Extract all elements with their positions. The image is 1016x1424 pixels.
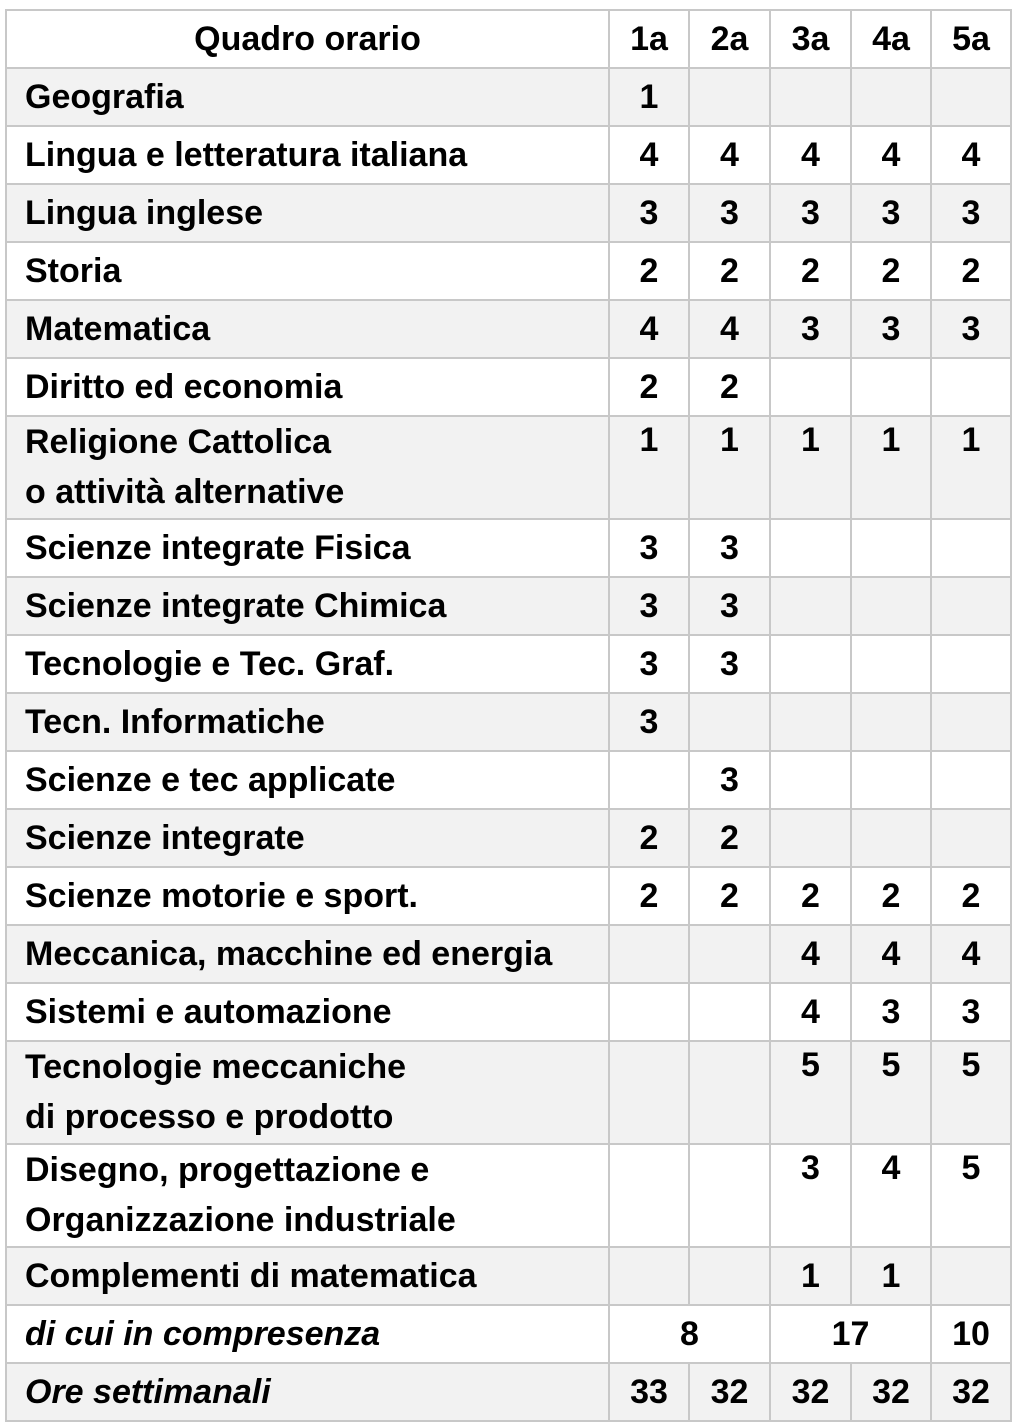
table-row xyxy=(6,358,1011,416)
hours-cell-year-3: 4 xyxy=(770,983,851,1041)
hours-cell-year-5: 4 xyxy=(931,126,1011,184)
hours-cell-year-4 xyxy=(851,577,931,635)
hours-cell-year-2: 2 xyxy=(689,358,770,416)
hours-cell-year-1: 2 xyxy=(609,867,689,925)
hours-cell-year-5: 4 xyxy=(931,925,1011,983)
table-row xyxy=(6,68,1011,126)
hours-cell-year-3 xyxy=(770,751,851,809)
hours-cell-year-5: 3 xyxy=(931,184,1011,242)
totale-hours-5: 32 xyxy=(931,1363,1011,1421)
subject-line: Sistemi e automazione xyxy=(25,993,392,1031)
hours-cell-year-4 xyxy=(851,68,931,126)
table-row xyxy=(6,184,1011,242)
subject-name xyxy=(6,416,609,519)
hours-cell-year-3: 4 xyxy=(770,126,851,184)
table-row xyxy=(6,1144,1011,1247)
hours-cell-year-1 xyxy=(609,1041,689,1144)
hours-cell-year-3: 1 xyxy=(770,416,851,519)
hours-cell-year-1: 4 xyxy=(609,300,689,358)
subject-name xyxy=(6,358,609,416)
hours-cell-year-3 xyxy=(770,519,851,577)
hours-cell-year-3: 3 xyxy=(770,300,851,358)
hours-cell-year-1 xyxy=(609,925,689,983)
table-row xyxy=(6,925,1011,983)
subject-name xyxy=(6,68,609,126)
table-row xyxy=(6,126,1011,184)
table-row xyxy=(6,751,1011,809)
subject-line: Geografia xyxy=(25,78,184,116)
subject-line: Meccanica, macchine ed energia xyxy=(25,935,553,973)
totale-label: Ore settimanali xyxy=(6,1363,609,1421)
table-row xyxy=(6,300,1011,358)
table-title: Quadro orario xyxy=(6,10,609,68)
subject-line: Religione Cattolica xyxy=(25,423,332,461)
table-row xyxy=(6,983,1011,1041)
table-row xyxy=(6,577,1011,635)
hours-cell-year-1 xyxy=(609,1144,689,1247)
hours-cell-year-5: 5 xyxy=(931,1144,1011,1247)
totale-hours-1: 33 xyxy=(609,1363,689,1421)
hours-cell-year-1: 3 xyxy=(609,519,689,577)
hours-cell-year-5 xyxy=(931,1247,1011,1305)
hours-cell-year-4 xyxy=(851,693,931,751)
hours-cell-year-5: 1 xyxy=(931,416,1011,519)
table-row xyxy=(6,519,1011,577)
hours-cell-year-4: 2 xyxy=(851,867,931,925)
table-row xyxy=(6,242,1011,300)
hours-cell-year-5 xyxy=(931,577,1011,635)
hours-cell-year-5: 5 xyxy=(931,1041,1011,1144)
timetable xyxy=(5,9,1012,1422)
hours-cell-year-2: 2 xyxy=(689,242,770,300)
hours-cell-year-3 xyxy=(770,358,851,416)
hours-cell-year-3: 3 xyxy=(770,184,851,242)
compresenza-label: di cui in compresenza xyxy=(6,1305,609,1363)
subject-line: o attività alternative xyxy=(25,473,345,511)
compresenza-row xyxy=(6,1305,1011,1363)
hours-cell-year-4: 1 xyxy=(851,416,931,519)
compresenza-secondo-biennio: 17 xyxy=(770,1305,931,1363)
hours-cell-year-3: 1 xyxy=(770,1247,851,1305)
subject-name xyxy=(6,519,609,577)
hours-cell-year-3 xyxy=(770,577,851,635)
hours-cell-year-2: 1 xyxy=(689,416,770,519)
subject-name xyxy=(6,809,609,867)
table-row xyxy=(6,867,1011,925)
hours-cell-year-2: 4 xyxy=(689,300,770,358)
subject-name xyxy=(6,983,609,1041)
subject-line: Tecn. Informatiche xyxy=(25,703,325,741)
subject-name xyxy=(6,1041,609,1144)
hours-cell-year-3 xyxy=(770,68,851,126)
hours-cell-year-2 xyxy=(689,68,770,126)
hours-cell-year-3: 3 xyxy=(770,1144,851,1247)
hours-cell-year-2 xyxy=(689,693,770,751)
subject-name xyxy=(6,867,609,925)
hours-cell-year-2: 3 xyxy=(689,519,770,577)
table-row xyxy=(6,809,1011,867)
hours-cell-year-4: 1 xyxy=(851,1247,931,1305)
subject-name xyxy=(6,1144,609,1247)
hours-cell-year-5 xyxy=(931,68,1011,126)
subject-name xyxy=(6,300,609,358)
subject-line: Scienze e tec applicate xyxy=(25,761,396,799)
subject-line: Lingua inglese xyxy=(25,194,264,232)
totale-row xyxy=(6,1363,1011,1421)
hours-cell-year-2: 3 xyxy=(689,751,770,809)
subject-line: Storia xyxy=(25,252,122,290)
year-header-4: 4a xyxy=(851,10,931,68)
hours-cell-year-3: 4 xyxy=(770,925,851,983)
subject-name xyxy=(6,126,609,184)
table-row xyxy=(6,693,1011,751)
totale-hours-4: 32 xyxy=(851,1363,931,1421)
hours-cell-year-3 xyxy=(770,809,851,867)
subject-line: Organizzazione industriale xyxy=(25,1201,456,1239)
subject-line: Complementi di matematica xyxy=(25,1257,477,1295)
hours-cell-year-4 xyxy=(851,809,931,867)
hours-cell-year-4 xyxy=(851,519,931,577)
hours-cell-year-1: 2 xyxy=(609,809,689,867)
totale-hours-3: 32 xyxy=(770,1363,851,1421)
table-row xyxy=(6,416,1011,519)
table-row xyxy=(6,1247,1011,1305)
hours-cell-year-1: 3 xyxy=(609,184,689,242)
table-row xyxy=(6,1041,1011,1144)
subject-name xyxy=(6,1247,609,1305)
hours-cell-year-4 xyxy=(851,358,931,416)
hours-cell-year-1: 3 xyxy=(609,577,689,635)
hours-cell-year-1: 2 xyxy=(609,242,689,300)
hours-cell-year-3 xyxy=(770,635,851,693)
subject-line: Scienze integrate Chimica xyxy=(25,587,447,625)
hours-cell-year-2: 4 xyxy=(689,126,770,184)
subject-line: Diritto ed economia xyxy=(25,368,343,406)
hours-cell-year-1 xyxy=(609,1247,689,1305)
subject-rows xyxy=(6,68,1011,1305)
hours-cell-year-5 xyxy=(931,809,1011,867)
hours-cell-year-1: 2 xyxy=(609,358,689,416)
hours-cell-year-2 xyxy=(689,925,770,983)
hours-cell-year-1 xyxy=(609,983,689,1041)
hours-cell-year-3: 2 xyxy=(770,867,851,925)
subject-name xyxy=(6,184,609,242)
hours-cell-year-5: 3 xyxy=(931,983,1011,1041)
hours-cell-year-5: 2 xyxy=(931,867,1011,925)
hours-cell-year-3 xyxy=(770,693,851,751)
subject-name xyxy=(6,751,609,809)
hours-cell-year-4: 4 xyxy=(851,925,931,983)
hours-cell-year-4: 3 xyxy=(851,300,931,358)
hours-cell-year-1 xyxy=(609,751,689,809)
subject-line: Tecnologie e Tec. Graf. xyxy=(25,645,395,683)
subject-line: Matematica xyxy=(25,310,211,348)
hours-cell-year-2: 3 xyxy=(689,577,770,635)
hours-cell-year-2 xyxy=(689,1041,770,1144)
hours-cell-year-3: 2 xyxy=(770,242,851,300)
hours-cell-year-5 xyxy=(931,751,1011,809)
hours-cell-year-4: 4 xyxy=(851,1144,931,1247)
year-header-5: 5a xyxy=(931,10,1011,68)
hours-cell-year-4 xyxy=(851,635,931,693)
compresenza-biennio: 8 xyxy=(609,1305,770,1363)
subject-name xyxy=(6,577,609,635)
hours-cell-year-5: 2 xyxy=(931,242,1011,300)
year-header-2: 2a xyxy=(689,10,770,68)
hours-cell-year-4: 2 xyxy=(851,242,931,300)
subject-name xyxy=(6,635,609,693)
year-header-3: 3a xyxy=(770,10,851,68)
subject-name xyxy=(6,925,609,983)
year-header-1: 1a xyxy=(609,10,689,68)
subject-line: Scienze motorie e sport. xyxy=(25,877,418,915)
hours-cell-year-2: 2 xyxy=(689,809,770,867)
subject-name xyxy=(6,693,609,751)
hours-cell-year-4: 3 xyxy=(851,184,931,242)
hours-cell-year-1: 1 xyxy=(609,416,689,519)
compresenza-quinto: 10 xyxy=(931,1305,1011,1363)
hours-cell-year-3: 5 xyxy=(770,1041,851,1144)
hours-cell-year-1: 4 xyxy=(609,126,689,184)
hours-cell-year-1: 1 xyxy=(609,68,689,126)
subject-line: Scienze integrate Fisica xyxy=(25,529,411,567)
subject-line: Disegno, progettazione e xyxy=(25,1151,430,1189)
subject-line: Tecnologie meccaniche xyxy=(25,1048,407,1086)
header-row xyxy=(6,10,1011,68)
hours-cell-year-4 xyxy=(851,751,931,809)
hours-cell-year-4: 3 xyxy=(851,983,931,1041)
hours-cell-year-1: 3 xyxy=(609,635,689,693)
hours-cell-year-5 xyxy=(931,358,1011,416)
totale-hours-2: 32 xyxy=(689,1363,770,1421)
subject-line: Lingua e letteratura italiana xyxy=(25,136,468,174)
hours-cell-year-1: 3 xyxy=(609,693,689,751)
subject-line: Scienze integrate xyxy=(25,819,305,857)
hours-cell-year-2: 2 xyxy=(689,867,770,925)
subject-name xyxy=(6,242,609,300)
hours-cell-year-5 xyxy=(931,693,1011,751)
hours-cell-year-2 xyxy=(689,983,770,1041)
table-row xyxy=(6,635,1011,693)
hours-cell-year-4: 5 xyxy=(851,1041,931,1144)
subject-line: di processo e prodotto xyxy=(25,1098,394,1136)
hours-cell-year-2 xyxy=(689,1247,770,1305)
hours-cell-year-2: 3 xyxy=(689,184,770,242)
hours-cell-year-2 xyxy=(689,1144,770,1247)
hours-cell-year-5 xyxy=(931,635,1011,693)
hours-cell-year-5 xyxy=(931,519,1011,577)
hours-cell-year-4: 4 xyxy=(851,126,931,184)
hours-cell-year-2: 3 xyxy=(689,635,770,693)
hours-cell-year-5: 3 xyxy=(931,300,1011,358)
